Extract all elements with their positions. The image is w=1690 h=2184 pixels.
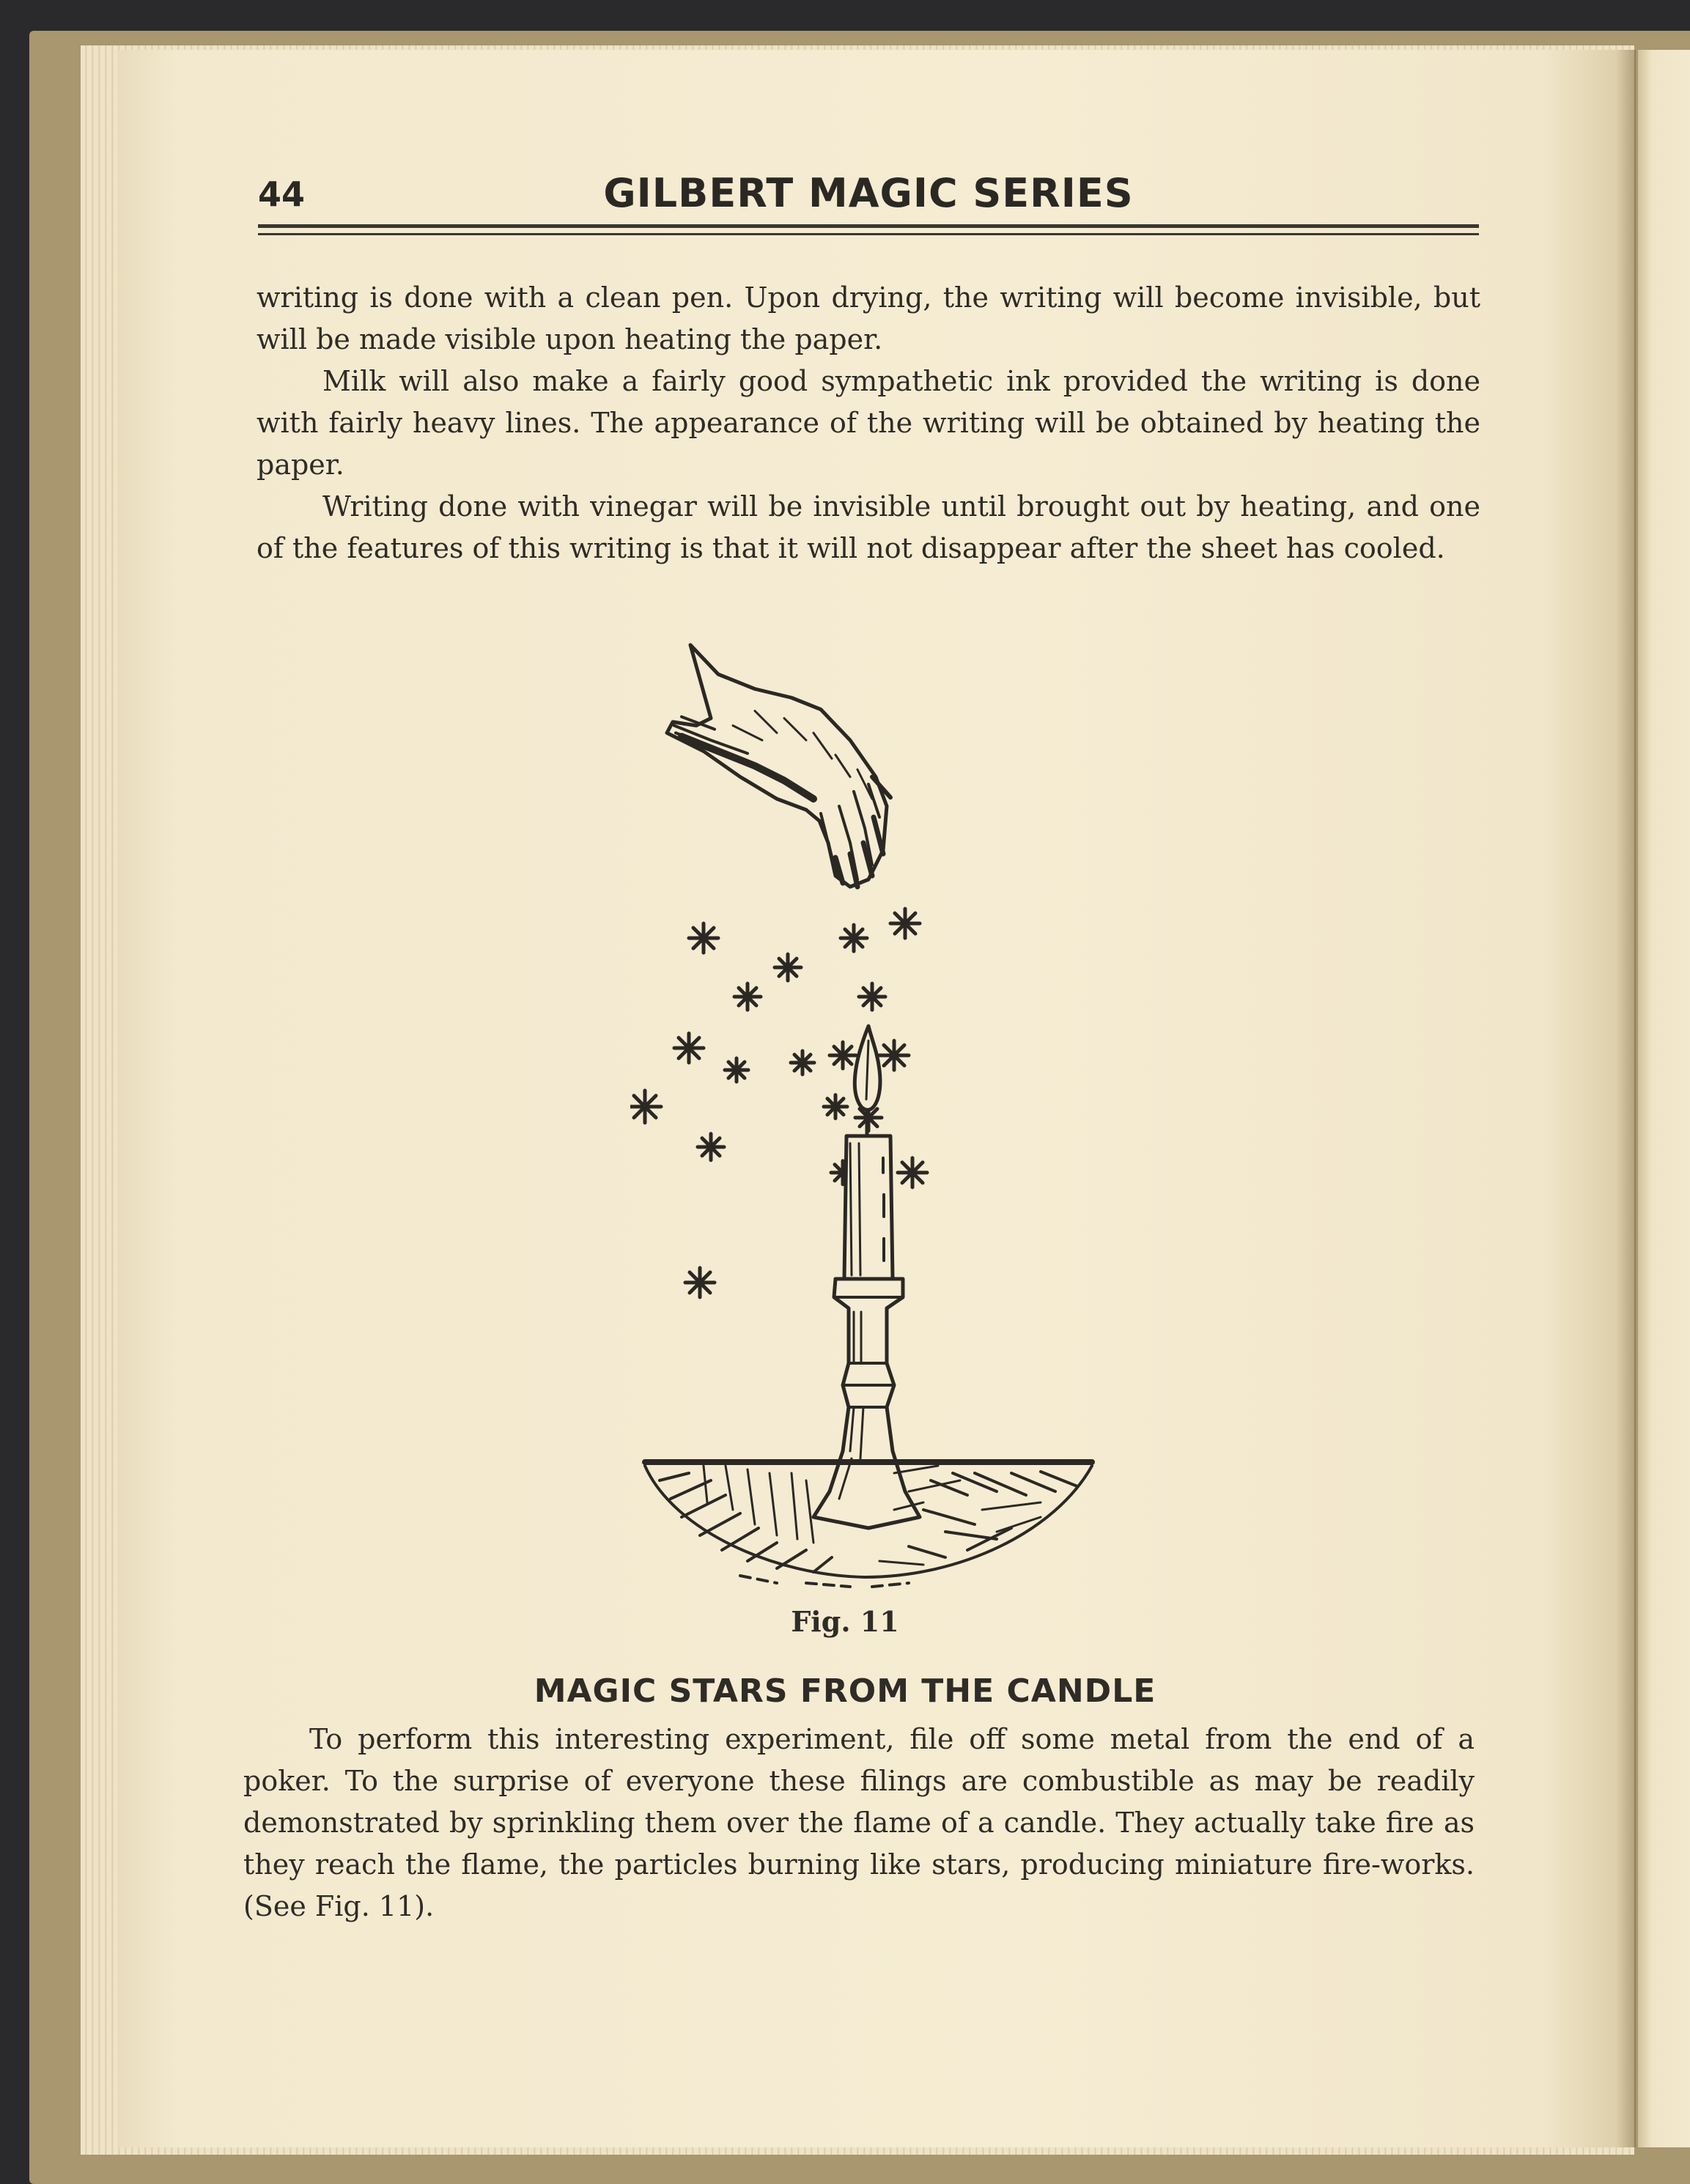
paragraph-magic-stars: To perform this interesting experiment, file off some metal from the end of a poker. To the surprise of everyone these filings are combustible as may be readily demonstrated by sprinkling them over the flame of a candle. They actually take fire as they reach the flame, the particles burning like stars, producing miniature fire-works. (See Fig. 11). xyxy=(243,1723,1475,1922)
gutter-shadow xyxy=(1616,50,1638,2147)
candle-icon xyxy=(813,1136,920,1528)
paragraph-writing-invisible: writing is done with a clean pen. Upon drying, the writing will become invisible, but will be made visible upon heating the paper. xyxy=(257,281,1480,355)
hand-sprinkling-filings-over-candle-icon xyxy=(630,630,1114,1605)
hand-icon xyxy=(667,645,890,887)
header-rule xyxy=(258,224,1479,228)
section-heading: MAGIC STARS FROM THE CANDLE xyxy=(534,1672,1156,1710)
figure-caption: Fig. 11 xyxy=(791,1605,899,1638)
header-rule xyxy=(258,233,1479,235)
paragraph-milk-ink: Milk will also make a fairly good sympathetic ink provided the writing is done with fairly heavy lines. The appearance of the writing will be obtained by heating the paper. xyxy=(257,365,1480,481)
facing-page-edge xyxy=(1636,50,1690,2147)
paragraph-vinegar-ink: Writing done with vinegar will be invisible until brought out by heating, and one of the features of this writing is that it will not disappear after the sheet has cooled. xyxy=(257,490,1480,564)
section-body xyxy=(243,1719,1475,1927)
top-text-block xyxy=(257,277,1480,569)
page-header xyxy=(258,170,1479,221)
running-title: GILBERT MAGIC SERIES xyxy=(603,170,1134,216)
page-number: 44 xyxy=(258,174,306,214)
